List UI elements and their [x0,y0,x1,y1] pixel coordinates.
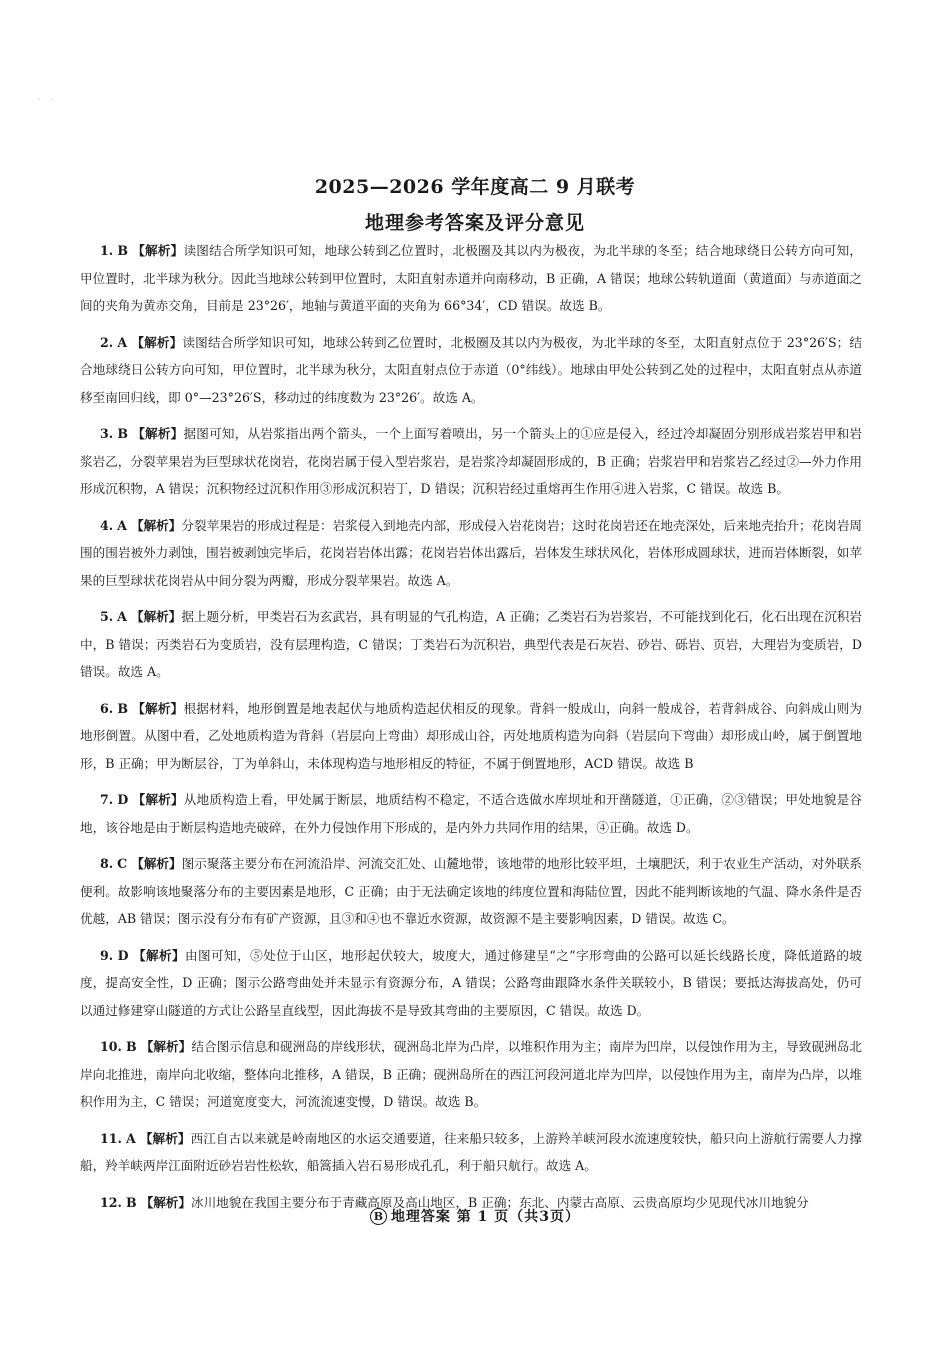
footer-text: 地理答案 第 1 页（共3页） [390,1209,581,1225]
question-number: 8. [100,856,114,871]
answer-item [80,420,862,503]
analysis-text: 西江自古以来就是岭南地区的水运交通要道，往来船只较多，上游羚羊峡河段水流速度较快，船只向上游航行需要人力撑船，羚羊峡两岸江面附近砂岩岩性松软，船篙插入岩石易形成孔孔，利于船只航行。故选 A。 [80,1130,863,1173]
answer-choice: A [126,1130,136,1146]
answer-choice: A [117,517,127,533]
question-number: 1. [100,243,114,258]
answer-item [80,850,862,933]
answer-item [80,942,862,1025]
answer-choice: C [117,856,128,871]
analysis-tag: 【解析】 [132,243,184,258]
answer-choice: A [117,609,127,624]
page-subtitle: 地理参考答案及评分意见 [364,212,585,234]
answer-item [80,1033,862,1116]
answer-item [80,237,862,320]
question-number: 12. [100,1194,122,1210]
analysis-text: 根据材料，地形倒置是地表起伏与地质构造起伏相反的现象。背斜一般成山，向斜一般成谷，若背斜成谷、向斜成山则为地形倒置。从图中看，乙处地质构造为背斜（岩层向上弯曲）却形成山谷，丙处地质构造为向斜（岩层向下弯曲）却形成山岭，属于倒置地形，B 正确；甲为断层谷，丁为单斜山，未体现构造与地形相反的特征，不属于倒置地形，ACD 错误。故选 B [80,700,862,771]
answer-choice: A [117,334,128,350]
analysis-tag: 【解析】 [130,517,182,533]
analysis-tag: 【解析】 [132,947,186,963]
answer-list [80,237,862,1216]
question-number: 10. [100,1039,122,1054]
analysis-text: 图示聚落主要分布在河流沿岸、河流交汇处、山麓地带，该地带的地形比较平坦，土壤肥沃，利于农业生产活动，对外联系便利。故影响该地聚落分布的主要因素是地形，C 正确；由于无法确定该地的纬度位置和海陆位置，因此不能判断该地的气温、降水条件是否优越，AB 错误；图示没有分布有矿产资源，且③和④也不靠近水资源，故资源不是主要影响因素，D 错误。故选 C。 [80,856,862,926]
analysis-tag: 【解析】 [132,700,184,716]
answer-choice: B [117,243,129,258]
answer-item [80,1125,862,1180]
page-title: 2025—2026 学年度高二 9 月联考 [314,176,636,198]
question-number: 4. [100,517,114,533]
answer-item [80,786,862,841]
answer-choice: D [117,947,129,963]
answer-item [80,695,862,778]
analysis-tag: 【解析】 [139,1130,191,1146]
analysis-text: 读图结合所学知识可知，地球公转到乙位置时，北极圈及其以内为极夜，为北半球的冬至；结合地球绕日公转方向可知，甲位置时，北半球为秋分。因此当地球公转到甲位置时，太阳直射赤道并向南移动，B 正确，A 错误；地球公转轨道面（黄道面）与赤道面之间的夹角为黄赤交角，目前是 23°26′，地轴与黄道平面的夹角为 66°34′，CD 错误。故选 B。 [80,243,862,313]
analysis-text: 据上题分析，甲类岩石为玄武岩，具有明显的气孔构造，A 正确；乙类岩石为岩浆岩，不可能找到化石，化石出现在沉积岩中，B 错误；丙类岩石为变质岩，没有层理构造，C 错误；丁类岩石为沉积岩，典型代表是石灰岩、砂岩、砾岩、页岩，大理岩为变质岩，D 错误。故选 A。 [80,609,862,679]
analysis-tag: 【解析】 [132,426,184,441]
answer-item [80,512,862,595]
analysis-tag: 【解析】 [140,1194,191,1210]
answer-item [80,603,862,686]
answer-choice: B [117,700,129,716]
answer-item [80,329,862,412]
answer-choice: D [117,792,129,807]
analysis-tag: 【解析】 [131,856,182,871]
analysis-tag: 【解析】 [131,334,183,350]
scan-artifact: · · [38,95,58,104]
analysis-text: 分裂苹果岩的形成过程是：岩浆侵入到地壳内部，形成侵入岩花岗岩；这时花岗岩还在地壳深处，后来地壳抬升；花岗岩周围的围岩被外力剥蚀，围岩被剥蚀完毕后，花岗岩岩体出露；花岗岩岩体出露后，岩体发生球状风化，岩体形成圆球状，进而岩体断裂，如苹果的巨型球状花岗岩从中间分裂为两瓣，形成分裂苹果岩。故选 A。 [80,517,862,588]
analysis-tag: 【解析】 [132,792,184,807]
analysis-text: 冰川地貌在我国主要分布于青藏高原及高山地区，B 正确；东北、内蒙古高原、云贵高原均少见现代冰川地貌分 [190,1194,809,1210]
analysis-text: 据图可知，从岩浆指出两个箭头，一个上面写着喷出，另一个箭头上的①应是侵入，经过冷却凝固分别形成岩浆岩甲和岩浆岩乙，分裂苹果岩为巨型球状花岗岩，花岗岩属于侵入型岩浆岩，是岩浆冷却凝固形成的，B 正确；岩浆岩甲和岩浆岩乙经过②—外力作用形成沉积物，A 错误；沉积物经过沉积作用③形成沉积岩丁，D 错误；沉积岩经过重熔再生作用④进入岩浆，C 错误。故选 B。 [80,426,862,496]
analysis-text: 由图可知，⑤处位于山区，地形起伏较大，坡度大，通过修建呈“之”字形弯曲的公路可以延长线路长度，降低道路的坡度，提高安全性，D 正确；图示公路弯曲处并未显示有资源分布，A 错误；公路弯曲跟降水条件关联较小，B 错误；要抵达海拔高处，仍可以通过修建穿山隧道的方式让公路呈直线型，因此海拔不是导致其弯曲的主要原因，C 错误。故选 D。 [80,947,862,1018]
page-footer [0,1206,950,1226]
analysis-text: 读图结合所学知识可知，地球公转到乙位置时，北极圈及其以内为极夜，为北半球的冬至，太阳直射点位于 23°26′S；结合地球绕日公转方向可知，甲位置时，北半球为秋分，太阳直射点位于赤道（0°纬线）。地球由甲处公转到乙处的过程中，太阳直射点从赤道移至南回归线，即 0°—23°26′S，移动过的纬度数为 23°26′。故选 A。 [80,334,862,405]
question-number: 11. [100,1130,122,1146]
analysis-text: 结合图示信息和砚洲岛的岸线形状，砚洲岛北岸为凸岸，以堆积作用为主；南岸为凹岸，以侵蚀作用为主，导致砚洲岛北岸向北推进，南岸向北收缩，整体向北推移，A 错误，B 正确；砚洲岛所在的西江河段河道北岸为凹岸，以侵蚀作用为主，南岸为凸岸，以堆积作用为主，C 错误；河道宽度变大，河流流速变慢，D 错误。故选 B。 [80,1039,863,1109]
question-number: 5. [100,609,114,624]
answer-choice: B [125,1194,137,1210]
question-number: 7. [100,792,114,807]
analysis-tag: 【解析】 [130,609,182,624]
analysis-text: 从地质构造上看，甲处属于断层，地质结构不稳定，不适合选做水库坝址和开凿隧道，①正确，②③错误；甲处地貌是谷地，该谷地是由于断层构造地壳破碎，在外力侵蚀作用下形成的，是内外力共同作用的结果，④正确。故选 D。 [80,792,863,835]
version-badge-icon: B [370,1208,387,1225]
analysis-tag: 【解析】 [140,1039,192,1054]
question-number: 3. [100,426,114,441]
question-number: 2. [100,334,114,350]
answer-choice: B [117,426,129,441]
question-number: 9. [100,947,114,963]
question-number: 6. [100,700,114,716]
answer-choice: B [126,1039,137,1054]
